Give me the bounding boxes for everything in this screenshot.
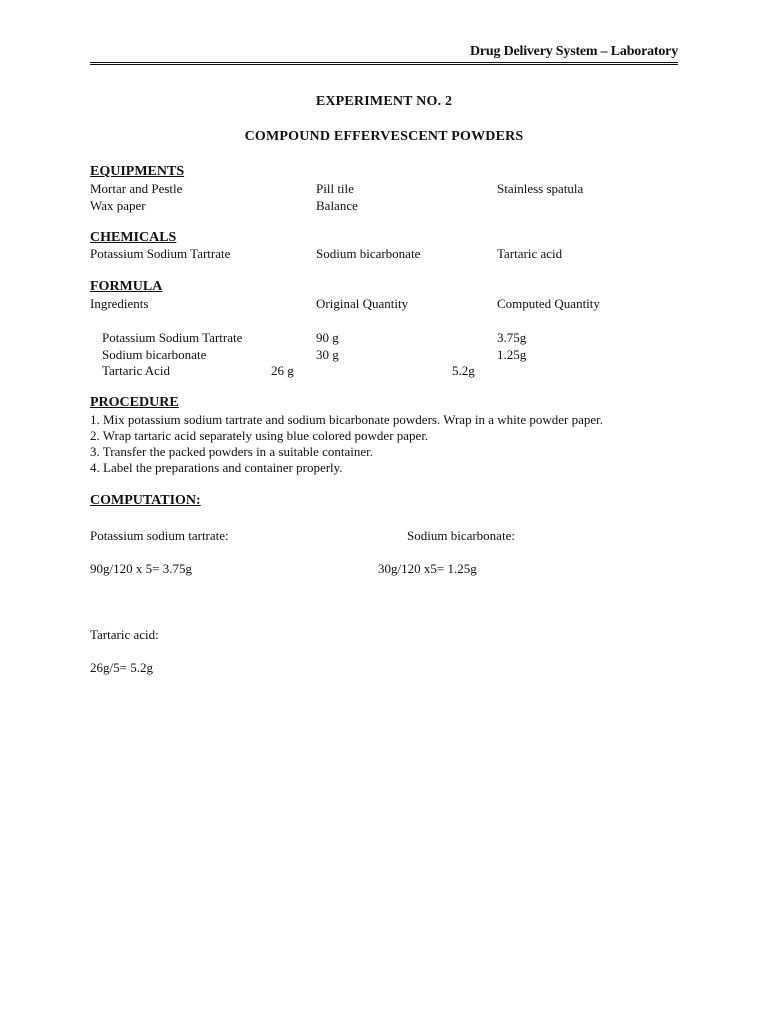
chemicals-heading: CHEMICALS bbox=[90, 230, 177, 245]
computation-label: Sodium bicarbonate: bbox=[407, 528, 515, 543]
computation-formula: 90g/120 x 5= 3.75g bbox=[90, 561, 192, 576]
experiment-title: EXPERIMENT NO. 2 bbox=[315, 94, 453, 109]
equipment-item: Stainless spatula bbox=[497, 181, 584, 196]
formula-column-header: Ingredients bbox=[90, 296, 149, 311]
formula-column-header: Original Quantity bbox=[316, 296, 409, 311]
computation-label: Tartaric acid: bbox=[90, 627, 159, 642]
equipments-heading: EQUIPMENTS bbox=[90, 164, 185, 179]
chemical-item: Sodium bicarbonate bbox=[316, 246, 421, 261]
computation-formula: 26g/5= 5.2g bbox=[90, 660, 153, 675]
formula-column-header: Computed Quantity bbox=[497, 296, 600, 311]
formula-ingredient: Potassium Sodium Tartrate bbox=[102, 330, 243, 345]
formula-original-quantity: 30 g bbox=[316, 347, 339, 362]
computation-label: Potassium sodium tartrate: bbox=[90, 528, 229, 543]
procedure-step: 2. Wrap tartaric acid separately using blue colored powder paper. bbox=[90, 428, 429, 443]
procedure-step: 4. Label the preparations and container properly. bbox=[90, 460, 343, 475]
formula-original-quantity: 26 g bbox=[271, 363, 294, 378]
computation-heading: COMPUTATION: bbox=[90, 493, 201, 508]
header-rule bbox=[90, 62, 678, 65]
chemical-item: Potassium Sodium Tartrate bbox=[90, 246, 231, 261]
experiment-subtitle: COMPOUND EFFERVESCENT POWDERS bbox=[244, 129, 524, 144]
procedure-step: 3. Transfer the packed powders in a suitable container. bbox=[90, 444, 374, 459]
equipment-item: Wax paper bbox=[90, 198, 146, 213]
formula-computed-quantity: 5.2g bbox=[452, 363, 475, 378]
procedure-heading: PROCEDURE bbox=[90, 395, 179, 410]
formula-original-quantity: 90 g bbox=[316, 330, 339, 345]
formula-computed-quantity: 1.25g bbox=[497, 347, 527, 362]
formula-ingredient: Tartaric Acid bbox=[102, 363, 171, 378]
formula-heading: FORMULA bbox=[90, 279, 163, 294]
equipment-item: Balance bbox=[316, 198, 358, 213]
procedure-step: 1. Mix potassium sodium tartrate and sodium bicarbonate powders. Wrap in a white powder paper. bbox=[90, 412, 603, 427]
chemical-item: Tartaric acid bbox=[497, 246, 563, 261]
equipment-item: Mortar and Pestle bbox=[90, 181, 183, 196]
formula-ingredient: Sodium bicarbonate bbox=[102, 347, 207, 362]
running-header: Drug Delivery System – Laboratory bbox=[469, 44, 678, 59]
computation-formula: 30g/120 x5= 1.25g bbox=[378, 561, 477, 576]
equipment-item: Pill tile bbox=[316, 181, 354, 196]
formula-computed-quantity: 3.75g bbox=[497, 330, 527, 345]
